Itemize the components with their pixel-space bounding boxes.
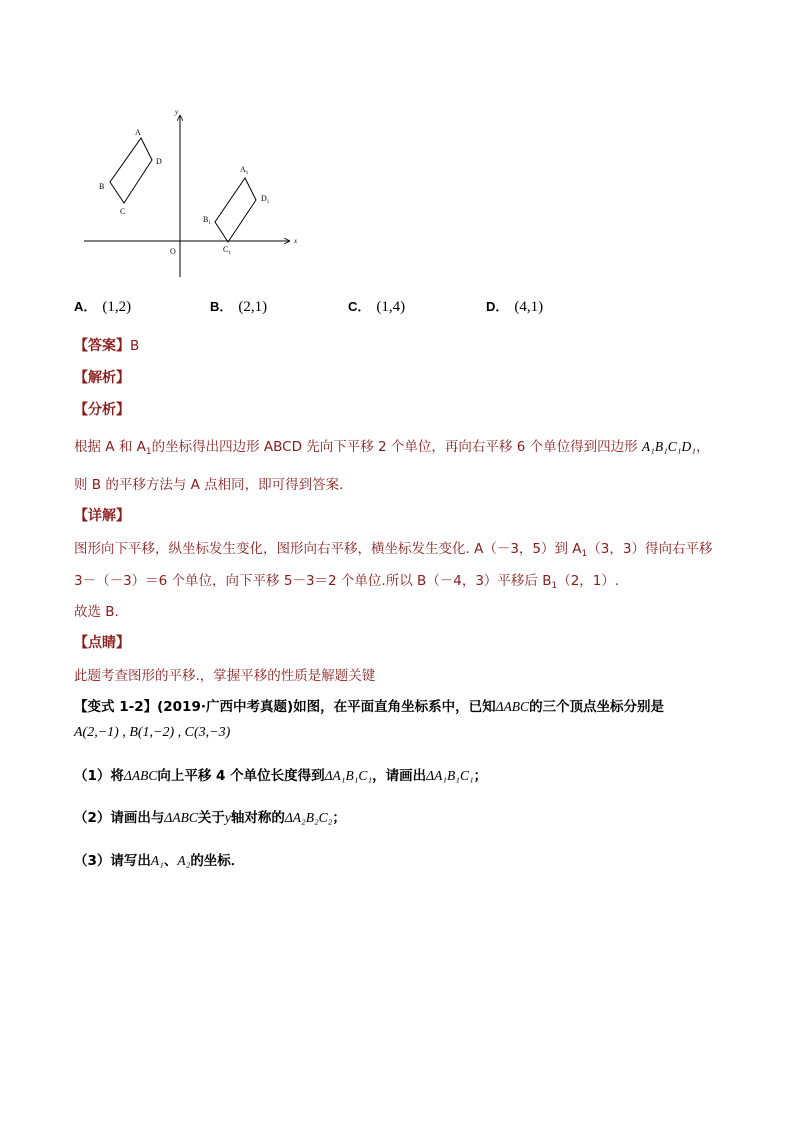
variant-coords: A(2,−1) , B(1,−2) , C(3,−3) xyxy=(74,725,231,740)
answer-tag: 【答案】 xyxy=(74,338,130,354)
label-b1: $B_1$ xyxy=(203,215,211,226)
xiangjie-tag: 【详解】 xyxy=(74,508,130,524)
question-1: （1）将ΔABC向上平移 4 个单位长度得到ΔA₁B₁C₁，请画出ΔA₁B₁C₁； xyxy=(74,768,488,784)
quadrilateral-abcd xyxy=(110,138,152,203)
label-a1: $A_1$ xyxy=(240,165,249,176)
xiangjie-text-3: 故选 B. xyxy=(74,604,119,620)
choice-c[interactable]: C． (1,4) xyxy=(348,299,406,315)
variant-tag: 【变式 1-2】 xyxy=(74,699,158,715)
label-c1: $C_1$ xyxy=(223,245,231,256)
label-a: A xyxy=(135,128,141,137)
xiangjie-text-2: 3－（－3）＝6 个单位，向下平移 5－3＝2 个单位.所以 B（－4，3）平移后 $B_1(2$，1）. xyxy=(74,573,620,591)
jiexi-line xyxy=(74,367,130,387)
dianjing-line xyxy=(74,632,130,652)
label-d1: $D_1$ xyxy=(261,194,270,205)
xiangjie-line xyxy=(74,505,130,525)
choice-b[interactable]: B． (2,1) xyxy=(210,299,268,315)
x-axis-label: x xyxy=(294,237,298,245)
choice-d[interactable]: D． (4,1) xyxy=(486,299,544,315)
quadrilateral-a1b1c1d1 xyxy=(215,178,256,242)
fenxi-text-1: 根据 A 和 $A_1$的坐标得出四边形 ABCD 先向下平移 2 个单位，再向右平移 6 个单位得到四边形 A₁B₁C₁D₁， xyxy=(74,439,710,457)
answer-value: B xyxy=(130,338,140,354)
y-axis-label: y xyxy=(175,108,179,116)
fenxi-tag: 【分析】 xyxy=(74,402,130,418)
fenxi-line xyxy=(74,399,130,419)
origin-label: O xyxy=(170,247,176,256)
xiangjie-text-1: 图形向下平移，纵坐标发生变化，图形向右平移，横坐标发生变化. A（－3，5）到 $A_1(3$，3）得向右平移 xyxy=(74,541,713,559)
dianjing-tag: 【点睛】 xyxy=(74,635,130,651)
coordinate-figure xyxy=(0,0,794,290)
question-2: （2）请画出与ΔABC关于y轴对称的ΔA₂B₂C₂； xyxy=(74,810,346,826)
variant-source: (2019·广西中考真题) xyxy=(157,699,294,715)
label-b: B xyxy=(99,182,105,191)
dianjing-text: 此题考查图形的平移.，掌握平移的性质是解题关键 xyxy=(74,668,376,684)
label-c: C xyxy=(120,207,126,216)
quad-a1b1c1d1-math: A₁B₁C₁D₁ xyxy=(641,439,696,454)
label-d: D xyxy=(156,157,162,166)
question-3: （3）请写出A₁、A₂的坐标． xyxy=(74,853,245,869)
fenxi-text-2: 则 B 的平移方法与 A 点相同，即可得到答案． xyxy=(74,477,353,493)
variant-intro: 【变式 1-2】(2019·广西中考真题)如图，在平面直角坐标系中，已知ΔABC的三个顶点坐标分别是 xyxy=(74,699,665,715)
answer-line xyxy=(74,335,139,355)
answer-choices xyxy=(74,296,714,320)
choice-a[interactable]: A． (1,2) xyxy=(74,299,132,315)
jiexi-tag: 【解析】 xyxy=(74,370,130,386)
